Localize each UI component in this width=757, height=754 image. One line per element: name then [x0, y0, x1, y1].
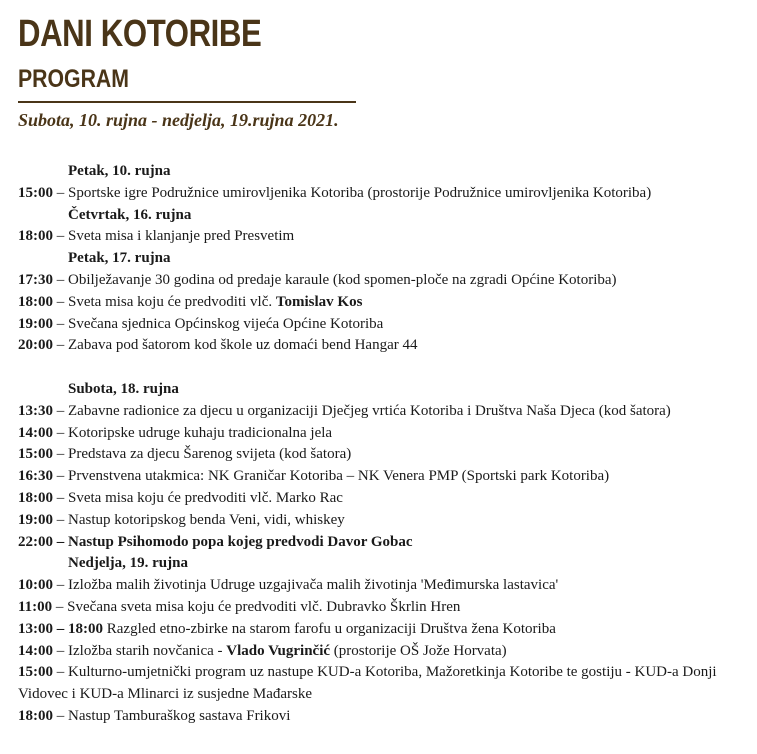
- day-heading: Petak, 10. rujna: [68, 163, 171, 179]
- program-list: [18, 161, 748, 728]
- event-text: – Izložba malih životinja Udruge uzgajivača malih životinja 'Međimurska lastavica': [53, 577, 559, 594]
- event-time: 11:00: [18, 598, 53, 615]
- list-item: [18, 423, 748, 445]
- list-item: [18, 575, 748, 597]
- event-text: – Izložba starih novčanica -: [53, 642, 227, 659]
- event-text: – Sportske igre Podružnice umirovljenika Kotoriba (prostorije Podružnice umirovljenika Kotoriba): [53, 184, 652, 201]
- day-heading: Četvrtak, 16. rujna: [68, 206, 192, 223]
- event-time: 15:00: [18, 184, 53, 201]
- event-time: 18:00: [18, 228, 53, 245]
- event-time: 15:00: [18, 664, 53, 681]
- list-item: [18, 444, 748, 466]
- list-item: [18, 401, 748, 423]
- event-text: – Prvenstvena utakmica: NK Graničar Kotoriba – NK Venera PMP (Sportski park Kotoriba): [53, 468, 610, 485]
- page-title: DANI KOTORIBE: [18, 13, 262, 55]
- list-item: [18, 292, 748, 314]
- list-item: [18, 183, 748, 205]
- event-text: – Predstava za djecu Šarenog svijeta (kod šatora): [53, 446, 352, 463]
- event-time: 13:00 – 18:00: [18, 620, 103, 637]
- event-time: 15:00: [18, 446, 53, 463]
- event-time: 18:00: [18, 293, 53, 310]
- list-item: [18, 510, 748, 532]
- event-time: 13:30: [18, 402, 53, 419]
- list-item-highlight: 22:00 – Nastup Psihomodo popa kojeg predvodi Davor Gobac: [18, 533, 413, 550]
- event-text: – Svečana sjednica Općinskog vijeća Općine Kotoriba: [53, 315, 384, 332]
- list-item: [18, 706, 748, 728]
- list-item: [18, 488, 748, 510]
- day-heading: Subota, 18. rujna: [68, 380, 179, 397]
- list-item: [18, 226, 748, 248]
- list-item: [18, 641, 748, 663]
- event-performer: Vlado Vugrinčić: [226, 642, 331, 659]
- page-subtitle: PROGRAM: [18, 65, 129, 93]
- event-text: (prostorije OŠ Jože Horvata): [330, 642, 507, 659]
- list-item: [18, 335, 748, 357]
- list-item: [18, 466, 748, 488]
- event-text: – Obilježavanje 30 godina od predaje karaule (kod spomen-ploče na zgradi Općine Kotoriba): [53, 271, 617, 288]
- list-item: [18, 662, 748, 706]
- event-text: – Nastup Tamburaškog sastava Frikovi: [53, 707, 291, 724]
- event-text: – Sveta misa i klanjanje pred Presvetim: [53, 228, 295, 245]
- event-text: – Sveta misa koju će predvoditi vlč. Marko Rac: [53, 489, 343, 506]
- event-text: – Sveta misa koju će predvoditi vlč.: [53, 293, 276, 310]
- day-heading: Petak, 17. rujna: [68, 250, 171, 267]
- event-time: 16:30: [18, 468, 53, 485]
- event-time: 19:00: [18, 511, 53, 528]
- event-time: 14:00: [18, 424, 53, 441]
- event-text: – Nastup kotoripskog benda Veni, vidi, whiskey: [53, 511, 345, 528]
- event-time: 18:00: [18, 707, 53, 724]
- day-heading: Nedjelja, 19. rujna: [68, 555, 188, 572]
- event-time: 19:00: [18, 315, 53, 332]
- event-time: 14:00: [18, 642, 53, 659]
- list-item: [18, 314, 748, 336]
- event-text: – Zabavne radionice za djecu u organizaciji Dječjeg vrtića Kotoriba i Društva Naša Djeca (kod šatora): [53, 402, 671, 419]
- title-divider: [18, 101, 356, 103]
- list-item: [18, 270, 748, 292]
- section-gap: [18, 357, 748, 379]
- event-text: Razgled etno-zbirke na starom farofu u organizaciji Društva žena Kotoriba: [103, 620, 556, 637]
- event-time: 20:00: [18, 337, 53, 354]
- date-range: Subota, 10. rujna - nedjelja, 19.rujna 2021.: [18, 110, 339, 130]
- event-text: – Zabava pod šatorom kod škole uz domaći bend Hangar 44: [53, 337, 418, 354]
- list-item: [18, 597, 748, 619]
- list-item: [18, 619, 748, 641]
- event-text: – Kotoripske udruge kuhaju tradicionalna jela: [53, 424, 333, 441]
- event-time: 17:30: [18, 271, 53, 288]
- event-time: 10:00: [18, 577, 53, 594]
- event-performer: Tomislav Kos: [275, 293, 363, 310]
- event-time: 18:00: [18, 489, 53, 506]
- event-text: – Svečana sveta misa koju će predvoditi vlč. Dubravko Škrlin Hren: [52, 598, 461, 615]
- event-text: – Kulturno-umjetnički program uz nastupe KUD-a Kotoriba, Mažoretkinja Kotoribe te gostiju - KUD-a Donji Vidovec i KUD-a Mlinarci iz susjedne Mađarske: [18, 664, 717, 703]
